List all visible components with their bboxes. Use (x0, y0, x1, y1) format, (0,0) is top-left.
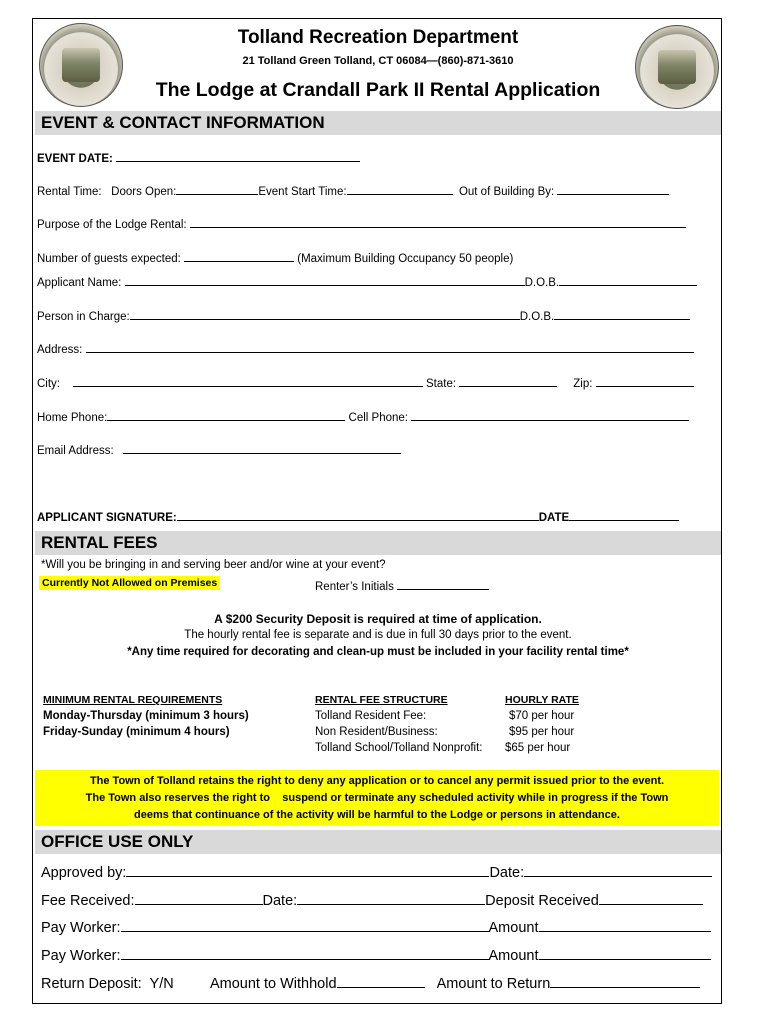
out-of-building-field[interactable]: Out of Building By: (459, 186, 669, 198)
fee-label: Non Resident/Business: (315, 726, 438, 738)
min-weekday: Monday-Thursday (minimum 3 hours) (43, 710, 249, 722)
home-phone-field[interactable]: Home Phone: (37, 412, 345, 424)
fee-received-field[interactable]: Fee Received: (41, 893, 263, 909)
event-start-field[interactable]: Event Start Time: (258, 186, 452, 198)
min-requirements-heading: MINIMUM RENTAL REQUIREMENTS (43, 694, 223, 706)
amount-withhold-field[interactable]: Amount to Withhold (210, 976, 425, 992)
fee-label: Tolland Resident Fee: (315, 710, 427, 722)
applicant-name-field[interactable]: Applicant Name: D.O.B. (37, 274, 697, 289)
doors-open-field[interactable]: Doors Open: (111, 186, 258, 198)
fee-label: Tolland School/Tolland Nonprofit: (315, 742, 483, 754)
state-field[interactable]: State: (426, 378, 557, 390)
city-state-zip-row (37, 375, 694, 390)
pay-worker-field[interactable]: Pay Worker: Amount (41, 918, 711, 936)
section-rental-fees: RENTAL FEES (35, 531, 721, 555)
decorating-note: *Any time required for decorating and clean-up must be included in your facility rental time* (127, 646, 629, 658)
return-deposit-field[interactable]: Return Deposit: Y/N (41, 976, 174, 992)
fee-rate: $70 per hour (509, 710, 575, 722)
address-field[interactable]: Address: (37, 341, 694, 356)
guests-field[interactable]: Number of guests expected: (Maximum Building Occupancy 50 people) (37, 250, 513, 265)
section-event-contact: EVENT & CONTACT INFORMATION (35, 111, 721, 135)
department-address: 21 Tolland Green Tolland, CT 06084—(860)-871-3610 (242, 55, 514, 67)
alcohol-question: *Will you be bringing in and serving beer and/or wine at your event? (41, 559, 386, 571)
fee-rate: $65 per hour (505, 742, 571, 754)
pay-worker-field[interactable]: Pay Worker: Amount (41, 946, 711, 964)
zip-field[interactable]: Zip: (573, 378, 693, 390)
rental-time-row: Rental Time: Doors Open: Event Start Time: Out of Building By: (37, 183, 669, 198)
hourly-rate-heading: HOURLY RATE (505, 694, 579, 706)
department-name: Tolland Recreation Department (237, 27, 519, 48)
city-field[interactable]: City: (37, 378, 423, 390)
fee-structure-heading: RENTAL FEE STRUCTURE (315, 694, 448, 706)
purpose-field[interactable]: Purpose of the Lodge Rental: (37, 216, 686, 231)
cell-phone-field[interactable]: Cell Phone: (349, 412, 690, 424)
event-date-field[interactable]: EVENT DATE: (37, 150, 360, 165)
fee-received-row (41, 891, 703, 909)
deposit-note: A $200 Security Deposit is required at time of application. (214, 612, 542, 626)
approved-by-field[interactable]: Approved by: Date: (41, 863, 712, 881)
email-field[interactable]: Email Address: (37, 442, 401, 457)
amount-return-field[interactable]: Amount to Return (437, 976, 701, 992)
hourly-fee-note: The hourly rental fee is separate and is due in full 30 days prior to the event. (184, 629, 572, 641)
fee-date-field[interactable]: Date: (263, 893, 486, 909)
phone-row (37, 409, 689, 424)
page-title: The Lodge at Crandall Park II Rental Application (155, 79, 601, 101)
min-weekend: Friday-Sunday (minimum 4 hours) (43, 726, 230, 738)
return-deposit-row (41, 974, 700, 992)
town-rights-notice: The Town of Tolland retains the right to deny any application or to cancel any permit issued prior to the event. The Town also reserves the right to suspend or terminate any scheduled activity while in progress if the Town deems that continuance of the activity will be harmful to the Lodge or persons in attendance. (35, 770, 719, 826)
not-allowed-badge: Currently Not Allowed on Premises (39, 576, 220, 590)
renter-initials-field[interactable]: Renter’s Initials (315, 578, 489, 593)
section-office-use: OFFICE USE ONLY (35, 830, 721, 854)
applicant-signature-field[interactable]: APPLICANT SIGNATURE: DATE (37, 509, 679, 524)
person-in-charge-field[interactable]: Person in Charge: D.O.B. (37, 308, 690, 323)
fee-rate: $95 per hour (509, 726, 575, 738)
application-form (32, 18, 722, 1004)
deposit-received-field[interactable]: Deposit Received (485, 893, 703, 909)
